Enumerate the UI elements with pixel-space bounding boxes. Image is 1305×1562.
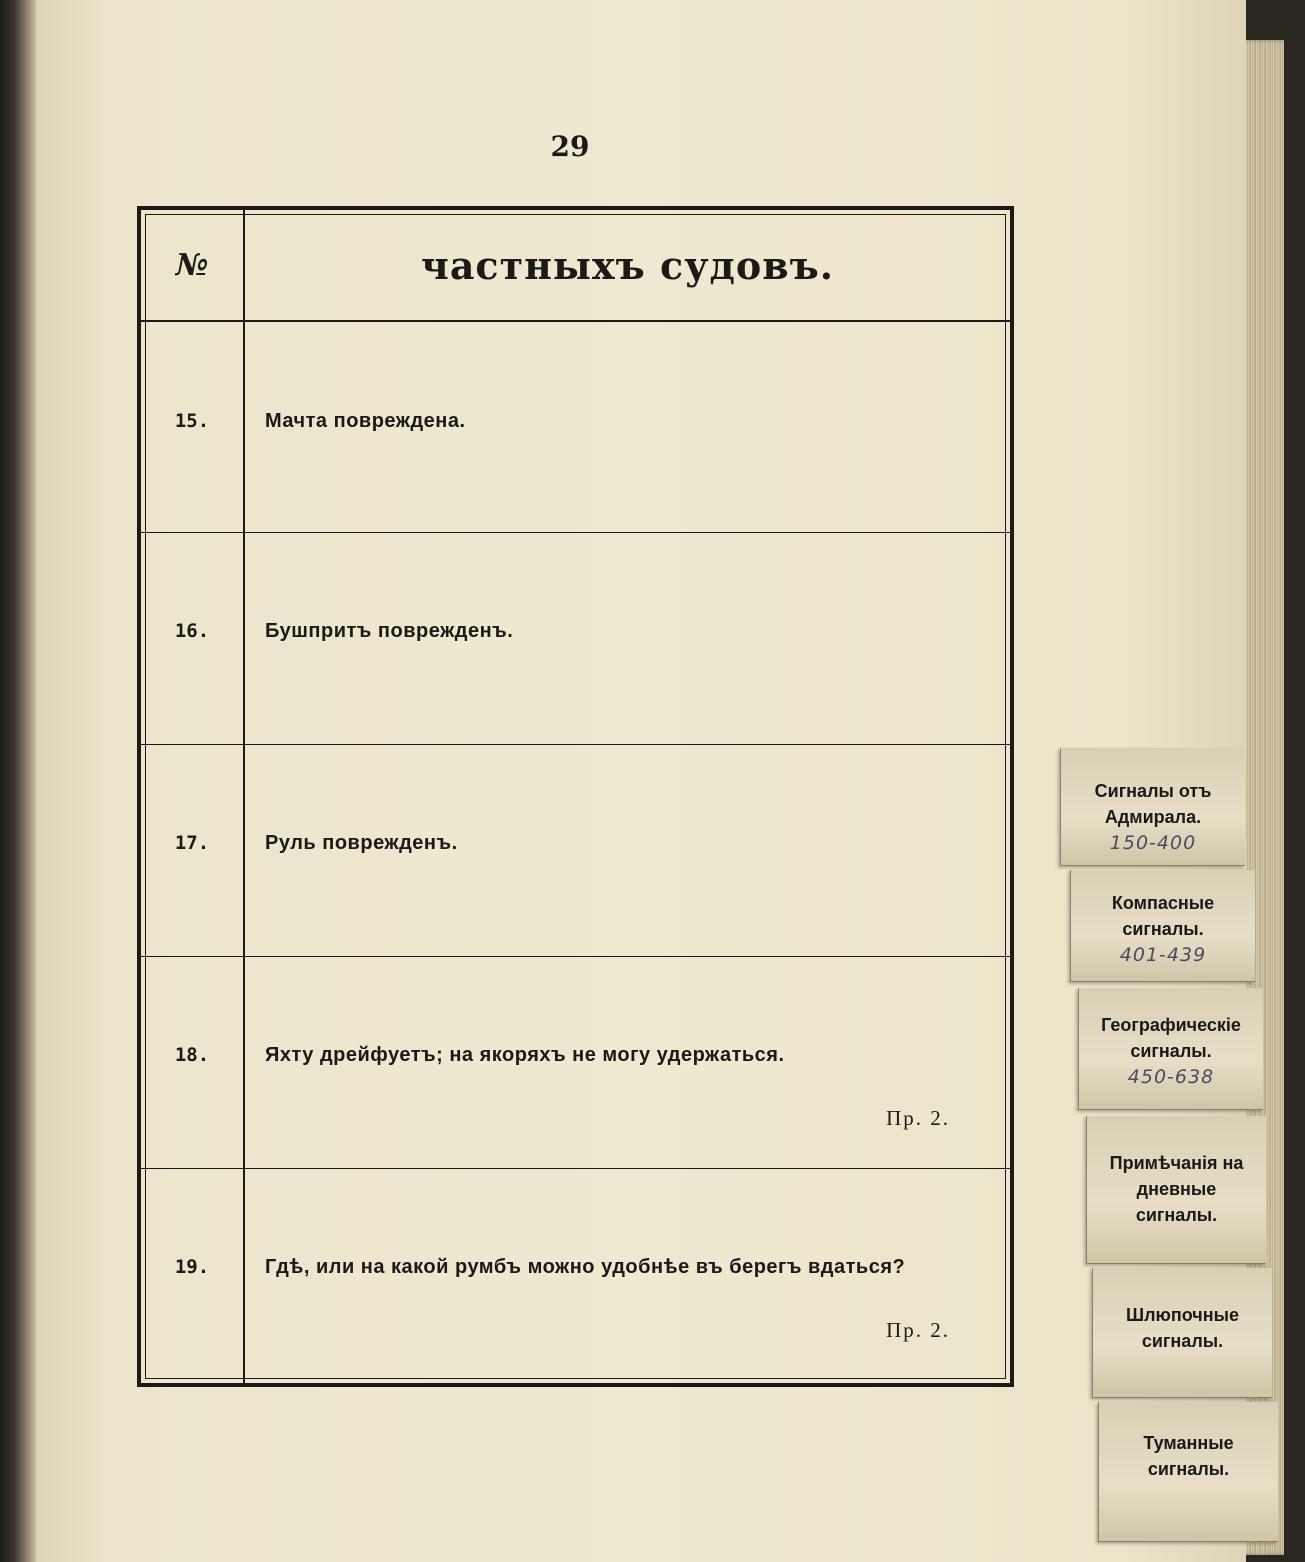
tab-compass-signals[interactable] [1070, 870, 1255, 982]
row-number: 17. [174, 832, 210, 854]
row-number: 15. [174, 410, 210, 432]
tab-label: сигналы. [1141, 1331, 1224, 1351]
book-binding [0, 0, 36, 1562]
row-number: 19. [174, 1256, 210, 1278]
tab-admiral-signals[interactable] [1060, 748, 1245, 866]
tab-label: Географическіе [1101, 1015, 1241, 1035]
tab-label: Примѣчанія на [1109, 1153, 1244, 1173]
signals-table [137, 206, 1014, 1387]
table-title: частныхъ судовъ. [421, 242, 834, 288]
tab-label: Компасные [1111, 893, 1215, 913]
tab-label: Адмирала. [1104, 807, 1202, 827]
number-column-header: № [175, 247, 209, 283]
tab-label: Шлюпочные [1125, 1305, 1240, 1325]
row-number: 16. [174, 620, 210, 642]
row-text: Бушпритъ поврежденъ. [265, 620, 514, 642]
tab-label: сигналы. [1135, 1205, 1218, 1225]
tab-handwritten-range: 150-400 [1109, 832, 1197, 854]
tab-handwritten-range: 450-638 [1127, 1066, 1215, 1088]
row-text: Гдѣ, или на какой румбъ можно удобнѣе въ берегъ вдаться? [265, 1256, 906, 1278]
tab-boat-signals[interactable] [1092, 1268, 1272, 1398]
table-row [141, 532, 1010, 745]
page-number: 29 [550, 130, 590, 163]
tab-label: дневные [1136, 1179, 1217, 1199]
row-reference: Пр. 2. [886, 1106, 950, 1130]
table-header [141, 210, 1010, 322]
row-reference: Пр. 2. [886, 1318, 950, 1342]
tab-label: Сигналы отъ [1094, 781, 1212, 801]
table-row [141, 320, 1010, 533]
tab-label: сигналы. [1122, 919, 1204, 939]
tab-handwritten-range: 401-439 [1119, 944, 1207, 966]
row-text: Мачта повреждена. [265, 410, 466, 432]
row-number: 18. [174, 1044, 210, 1066]
tab-day-signal-notes[interactable] [1086, 1116, 1266, 1264]
table-row [141, 956, 1010, 1169]
tab-label: Туманные [1143, 1433, 1234, 1453]
table-row [141, 1168, 1010, 1380]
tab-fog-signals[interactable] [1098, 1402, 1278, 1542]
table-row [141, 744, 1010, 957]
tab-label: сигналы. [1147, 1459, 1230, 1479]
tab-geographic-signals[interactable] [1078, 988, 1263, 1110]
tab-label: сигналы. [1130, 1041, 1212, 1061]
row-text: Руль поврежденъ. [265, 832, 458, 854]
row-text: Яхту дрейфуетъ; на якоряхъ не могу удержаться. [265, 1044, 785, 1066]
